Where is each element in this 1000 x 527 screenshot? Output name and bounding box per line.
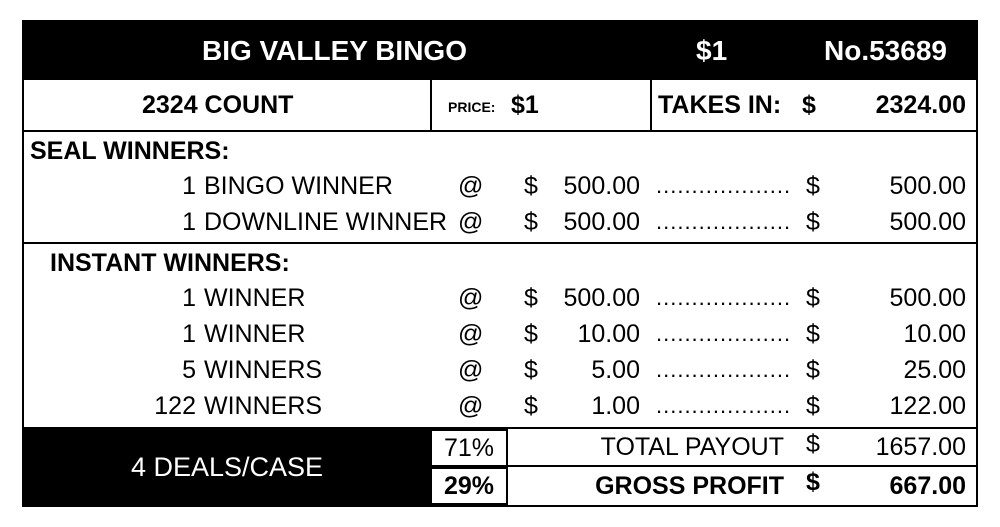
divider	[430, 80, 432, 130]
total-currency: $	[806, 356, 820, 384]
winner-label: DOWNLINE WINNER	[204, 208, 448, 236]
instant-row	[24, 316, 976, 352]
total-amount: 25.00	[903, 356, 966, 384]
leader-dots: ...................	[656, 393, 792, 418]
total-payout-label: TOTAL PAYOUT	[600, 433, 784, 461]
winner-label: WINNER	[204, 284, 306, 312]
total-currency: $	[806, 392, 820, 420]
seal-winners-heading: SEAL WINNERS:	[30, 137, 230, 165]
total-amount: 122.00	[889, 392, 966, 420]
leader-dots: ...................	[656, 173, 792, 198]
at-sign: @	[458, 392, 484, 420]
bingo-flare-card	[22, 20, 978, 507]
total-currency: $	[806, 208, 820, 236]
leader-dots: ...................	[656, 357, 792, 382]
winner-qty: 5	[182, 356, 196, 384]
prize-amount: 10.00	[577, 320, 640, 348]
at-sign: @	[458, 172, 484, 200]
winner-label: WINNERS	[204, 356, 323, 384]
winner-label: WINNERS	[204, 392, 323, 420]
total-amount: 500.00	[889, 284, 966, 312]
price-label: PRICE:	[448, 99, 496, 115]
prize-currency: $	[524, 284, 538, 312]
winner-label: WINNER	[204, 320, 306, 348]
profit-currency: $	[806, 468, 820, 496]
instant-winners-heading: INSTANT WINNERS:	[50, 249, 290, 277]
gross-profit-value: 667.00	[889, 472, 966, 500]
takes-in-label: TAKES IN:	[658, 91, 782, 119]
total-currency: $	[806, 172, 820, 200]
prize-amount: 500.00	[563, 284, 640, 312]
winner-qty: 122	[154, 392, 196, 420]
deals-per-case: 4 DEALS/CASE	[130, 452, 324, 482]
leader-dots: ...................	[656, 285, 792, 310]
at-sign: @	[458, 356, 484, 384]
total-amount: 500.00	[889, 172, 966, 200]
takes-in-value: 2324.00	[875, 91, 966, 119]
prize-amount: 1.00	[591, 392, 640, 420]
profit-pct-box	[430, 467, 508, 505]
instant-row	[24, 352, 976, 388]
divider	[650, 80, 652, 130]
serial-number: No.53689	[824, 35, 947, 66]
total-currency: $	[806, 284, 820, 312]
seal-row	[24, 168, 976, 204]
payout-currency: $	[806, 430, 820, 458]
total-payout-value: 1657.00	[875, 433, 966, 461]
prize-amount: 5.00	[591, 356, 640, 384]
game-title: BIG VALLEY BINGO	[202, 35, 467, 66]
prize-amount: 500.00	[563, 172, 640, 200]
info-row	[24, 80, 976, 132]
seal-row	[24, 204, 976, 240]
at-sign: @	[458, 208, 484, 236]
prize-amount: 500.00	[563, 208, 640, 236]
header-bar	[24, 22, 976, 80]
prize-currency: $	[524, 208, 538, 236]
section-divider	[24, 242, 976, 244]
payout-percent: 71%	[443, 434, 495, 462]
price-value: $1	[511, 91, 539, 119]
total-amount: 500.00	[889, 208, 966, 236]
winner-qty: 1	[182, 208, 196, 236]
takes-in-currency: $	[802, 91, 816, 119]
price-badge: $1	[696, 35, 728, 66]
prize-currency: $	[524, 172, 538, 200]
total-currency: $	[806, 320, 820, 348]
instant-row	[24, 388, 976, 424]
prize-currency: $	[524, 392, 538, 420]
instant-row	[24, 280, 976, 316]
leader-dots: ...................	[656, 321, 792, 346]
at-sign: @	[458, 320, 484, 348]
prize-currency: $	[524, 320, 538, 348]
gross-profit-label: GROSS PROFIT	[595, 472, 784, 500]
leader-dots: ...................	[656, 209, 792, 234]
payout-pct-box	[430, 429, 508, 467]
at-sign: @	[458, 284, 484, 312]
footer-row-divider	[508, 465, 976, 467]
prize-currency: $	[524, 356, 538, 384]
winner-qty: 1	[182, 320, 196, 348]
winner-label: BINGO WINNER	[204, 172, 393, 200]
profit-percent: 29%	[443, 472, 495, 500]
deals-per-case-box	[24, 429, 430, 505]
ticket-count: 2324 COUNT	[142, 91, 294, 119]
winner-qty: 1	[182, 284, 196, 312]
winner-qty: 1	[182, 172, 196, 200]
total-amount: 10.00	[903, 320, 966, 348]
